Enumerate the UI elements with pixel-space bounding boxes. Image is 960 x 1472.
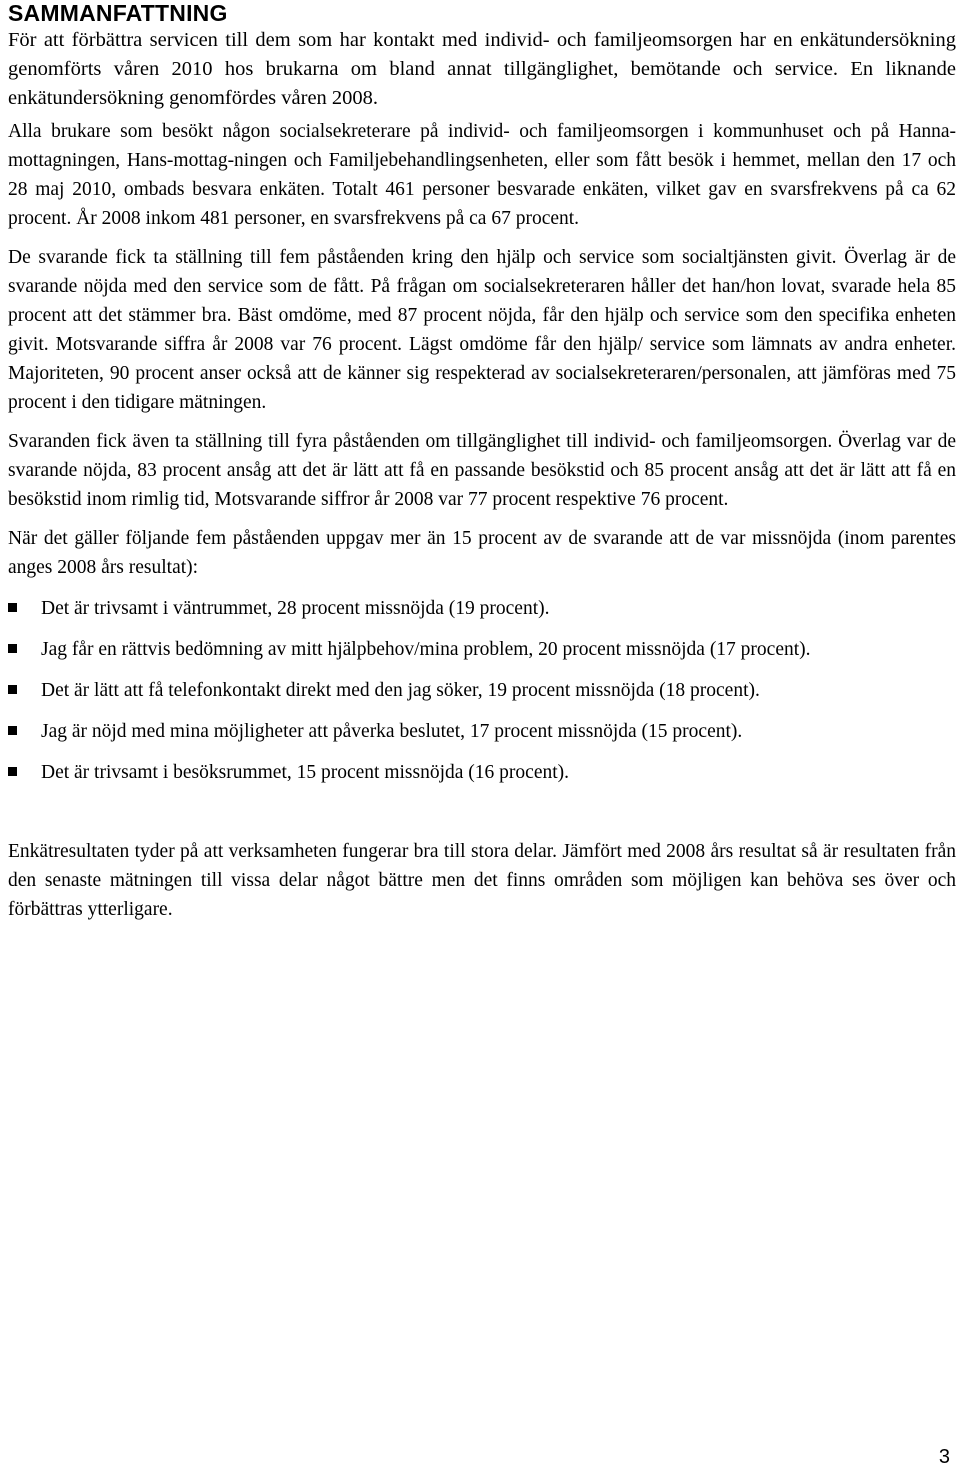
square-bullet-icon: [8, 603, 17, 612]
list-item: Det är trivsamt i besöksrummet, 15 procent missnöjda (16 procent).: [8, 758, 956, 787]
list-item: Jag får en rättvis bedömning av mitt hjälpbehov/mina problem, 20 procent missnöjda (17 procent).: [8, 635, 956, 664]
paragraph-respondents: Alla brukare som besökt någon socialsekreterare på individ- och familjeomsorgen i kommunhuset och på Hanna-mottagningen, Hans-mottag-ningen och Familjebehandlingsenheten, eller som fått besök i hemmet, mellan den 17 och 28 maj 2010, ombads besvara enkäten. Totalt 461 personer besvarade enkäten, vilket gav en svarsfrekvens på ca 62 procent. År 2008 inkom 481 personer, en svarsfrekvens på ca 67 procent.: [8, 121, 956, 229]
list-item: Det är trivsamt i väntrummet, 28 procent missnöjda (19 procent).: [8, 594, 956, 623]
paragraph-service: De svarande fick ta ställning till fem påståenden kring den hjälp och service som socialtjänsten givit. Överlag är de svarande nöjda med den service som de fått. På frågan om socialsekreteraren håller det han/hon lovat, svarade hela 85 procent att det stämmer bra. Bäst omdöme, med 87 procent nöjda, får den hjälp och service som den specifika enheten givit. Motsvarande siffra år 2008 var 76 procent. Lägst omdöme får den hjälp/ service som lämnats av andra enheter. Majoriteten, 90 procent anser också att de känner sig respekterad av socialsekreteraren/personalen, att jämföras med 75 procent i den tidigare mätningen.: [8, 247, 956, 413]
square-bullet-icon: [8, 767, 17, 776]
section-heading: SAMMANFATTNING: [8, 0, 228, 26]
paragraph-dissatisfaction: När det gäller följande fem påståenden uppgav mer än 15 procent av de svarande att de var missnöjda (inom parentes anges 2008 års resultat):: [8, 528, 956, 578]
document-page: [8, 0, 956, 924]
paragraph-accessibility: Svaranden fick även ta ställning till fyra påståenden om tillgänglighet till individ- och familjeomsorgen. Överlag var de svarande nöjda, 83 procent ansåg att det är lätt att få en passande besökstid och 85 procent ansåg att det är lätt att få en besökstid inom rimlig tid, Motsvarande siffror år 2008 var 77 procent respektive 76 procent.: [8, 431, 956, 510]
dissatisfaction-list: [8, 594, 956, 787]
square-bullet-icon: [8, 685, 17, 694]
square-bullet-icon: [8, 644, 17, 653]
intro-paragraph: För att förbättra servicen till dem som har kontakt med individ- och familjeomsorgen har en enkätundersökning genomförts våren 2010 hos brukarna om bland annat tillgänglighet, bemötande och service. En liknande enkätundersökning genomfördes våren 2008.: [8, 29, 956, 109]
list-item: Jag är nöjd med mina möjligheter att påverka beslutet, 17 procent missnöjda (15 procent).: [8, 717, 956, 746]
square-bullet-icon: [8, 726, 17, 735]
list-item: Det är lätt att få telefonkontakt direkt med den jag söker, 19 procent missnöjda (18 procent).: [8, 676, 956, 705]
closing-paragraph: Enkätresultaten tyder på att verksamheten fungerar bra till stora delar. Jämfört med 2008 års resultat så är resultaten från den senaste mätningen till vissa delar något bättre men det finns områden som möjligen kan behöva ses över och förbättras ytterligare.: [8, 841, 956, 920]
page-number: 3: [938, 1446, 950, 1468]
